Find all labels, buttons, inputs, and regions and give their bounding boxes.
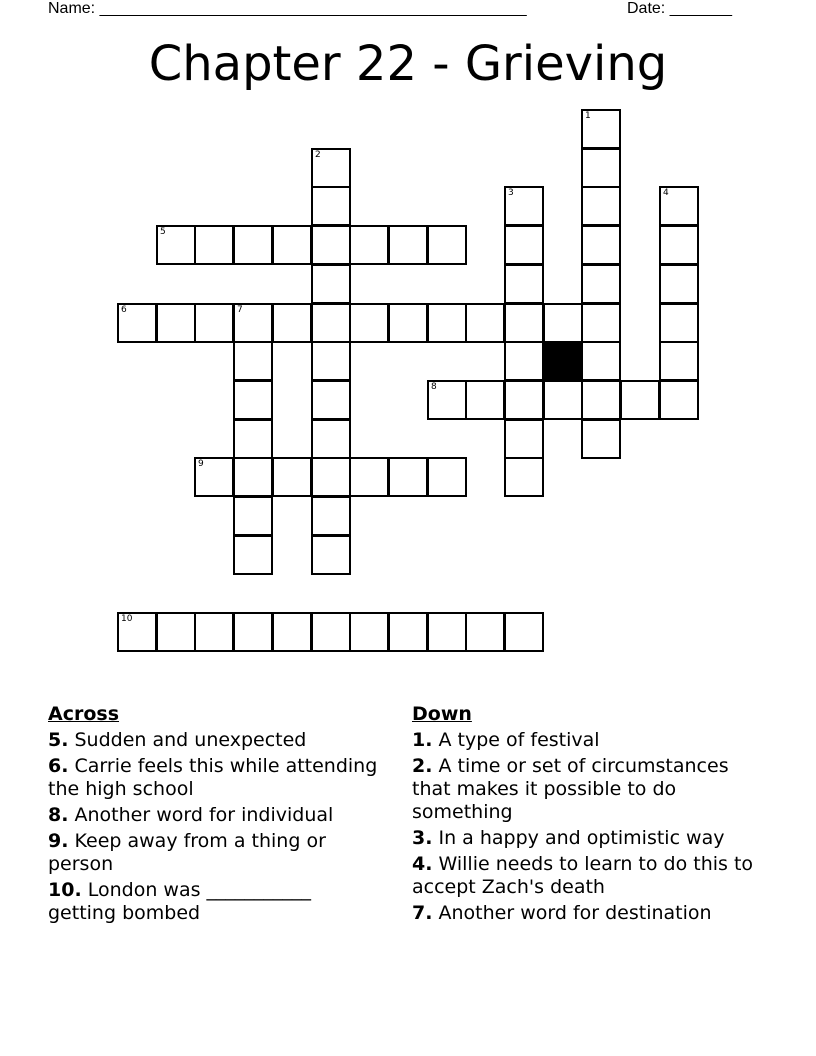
grid-cell[interactable] [233,419,273,459]
grid-cell[interactable] [427,457,467,497]
grid-cell[interactable] [311,303,351,343]
across-clue [48,755,383,801]
grid-cell[interactable] [349,612,389,652]
grid-cell[interactable] [311,457,351,497]
clue-number-label: 10 [121,614,133,624]
clue-number: 1. [412,729,433,751]
grid-cell[interactable] [233,535,273,575]
grid-cell[interactable] [311,264,351,304]
grid-cell[interactable] [659,186,699,226]
grid-cell[interactable] [659,341,699,381]
across-heading: Across [48,703,120,725]
clue-number-label: 1 [585,111,591,121]
grid-cell[interactable] [349,303,389,343]
grid-cell[interactable] [465,303,505,343]
down-clues [412,703,762,928]
across-clue [48,830,383,876]
down-clue [412,853,762,899]
grid-cell[interactable] [311,341,351,381]
down-clue [412,755,762,824]
clue-text: Carrie feels this while attending the high school [48,755,378,800]
grid-cell[interactable] [388,457,428,497]
clue-number-label: 3 [508,188,514,198]
clue-number: 2. [412,755,433,777]
grid-cell[interactable] [581,380,621,420]
grid-cell[interactable] [156,225,196,265]
clue-text: In a happy and optimistic way [438,827,725,849]
grid-cell[interactable] [465,612,505,652]
clue-number: 6. [48,755,69,777]
down-heading: Down [412,703,472,725]
grid-cell[interactable] [311,225,351,265]
down-clue [412,827,762,850]
clue-number-label: 6 [121,305,127,315]
clue-text: London was ___________ getting bombed [48,879,312,924]
grid-cell[interactable] [581,303,621,343]
page-title: Chapter 22 - Grieving [148,36,668,92]
grid-cell[interactable] [504,380,544,420]
grid-cell[interactable] [504,419,544,459]
grid-cell[interactable] [311,612,351,652]
grid-cell[interactable] [581,264,621,304]
clue-number-label: 9 [198,459,204,469]
grid-cell[interactable] [581,419,621,459]
grid-cell[interactable] [117,303,157,343]
grid-cell[interactable] [194,612,234,652]
grid-cell[interactable] [581,186,621,226]
grid-cell[interactable] [388,303,428,343]
grid-cell[interactable] [311,148,351,188]
clue-number-label: 7 [237,305,243,315]
grid-cell[interactable] [272,225,312,265]
clue-text: Keep away from a thing or person [48,830,326,875]
clue-text: Another word for destination [438,902,712,924]
grid-cell[interactable] [311,186,351,226]
clue-number: 10. [48,879,82,901]
grid-cell[interactable] [233,380,273,420]
grid-cell[interactable] [233,496,273,536]
grid-cell[interactable] [233,225,273,265]
grid-cell[interactable] [349,457,389,497]
grid-cell[interactable] [311,535,351,575]
grid-cell[interactable] [581,109,621,149]
grid-cell[interactable] [543,380,583,420]
grid-cell[interactable] [233,341,273,381]
across-clue [48,879,383,925]
clue-text: Sudden and unexpected [74,729,307,751]
clue-text: A type of festival [438,729,600,751]
grid-cell[interactable] [427,303,467,343]
grid-cell[interactable] [543,303,583,343]
grid-cell[interactable] [659,303,699,343]
grid-cell[interactable] [504,186,544,226]
clue-number-label: 5 [160,227,166,237]
grid-cell[interactable] [233,457,273,497]
across-clue [48,729,383,752]
grid-cell[interactable] [117,612,157,652]
grid-cell[interactable] [272,303,312,343]
grid-cell[interactable] [659,264,699,304]
grid-cell[interactable] [620,380,660,420]
clue-text: A time or set of circumstances that makes it possible to do something [412,755,729,823]
clue-text: Willie needs to learn to do this to accept Zach's death [412,853,754,898]
clue-number-label: 4 [663,188,669,198]
grid-cell[interactable] [388,612,428,652]
grid-cell[interactable] [311,496,351,536]
grid-cell[interactable] [349,225,389,265]
grid-cell[interactable] [504,457,544,497]
grid-cell[interactable] [427,380,467,420]
grid-cell[interactable] [272,457,312,497]
grid-cell[interactable] [659,380,699,420]
across-clues [48,703,383,928]
name-line: Name: ________________________________________________ [48,0,527,17]
grid-cell[interactable] [388,225,428,265]
grid-cell[interactable] [311,380,351,420]
grid-cell[interactable] [504,612,544,652]
grid-cell[interactable] [156,612,196,652]
grid-cell[interactable] [504,264,544,304]
grid-cell[interactable] [311,419,351,459]
grid-cell[interactable] [194,303,234,343]
grid-cell[interactable] [581,341,621,381]
grid-cell[interactable] [233,612,273,652]
grid-cell[interactable] [581,225,621,265]
date-line: Date: _______ [627,0,732,17]
down-clue [412,729,762,752]
clue-number: 5. [48,729,69,751]
grid-cell[interactable] [504,225,544,265]
clue-number-label: 2 [315,150,321,160]
clue-number: 9. [48,830,69,852]
clue-number: 3. [412,827,433,849]
clue-number: 4. [412,853,433,875]
grid-cell[interactable] [272,612,312,652]
grid-cell[interactable] [156,303,196,343]
grid-cell[interactable] [504,303,544,343]
grid-cell[interactable] [233,303,273,343]
grid-cell[interactable] [504,341,544,381]
grid-cell[interactable] [465,380,505,420]
grid-cell[interactable] [581,148,621,188]
clue-number: 8. [48,804,69,826]
across-clue [48,804,383,827]
grid-cell[interactable] [659,225,699,265]
clue-text: Another word for individual [74,804,334,826]
grid-cell[interactable] [194,457,234,497]
clue-number: 7. [412,902,433,924]
grid-cell[interactable] [194,225,234,265]
grid-cell[interactable] [427,612,467,652]
black-square [543,341,583,381]
clue-number-label: 8 [431,382,437,392]
grid-cell[interactable] [427,225,467,265]
down-clue [412,902,762,925]
